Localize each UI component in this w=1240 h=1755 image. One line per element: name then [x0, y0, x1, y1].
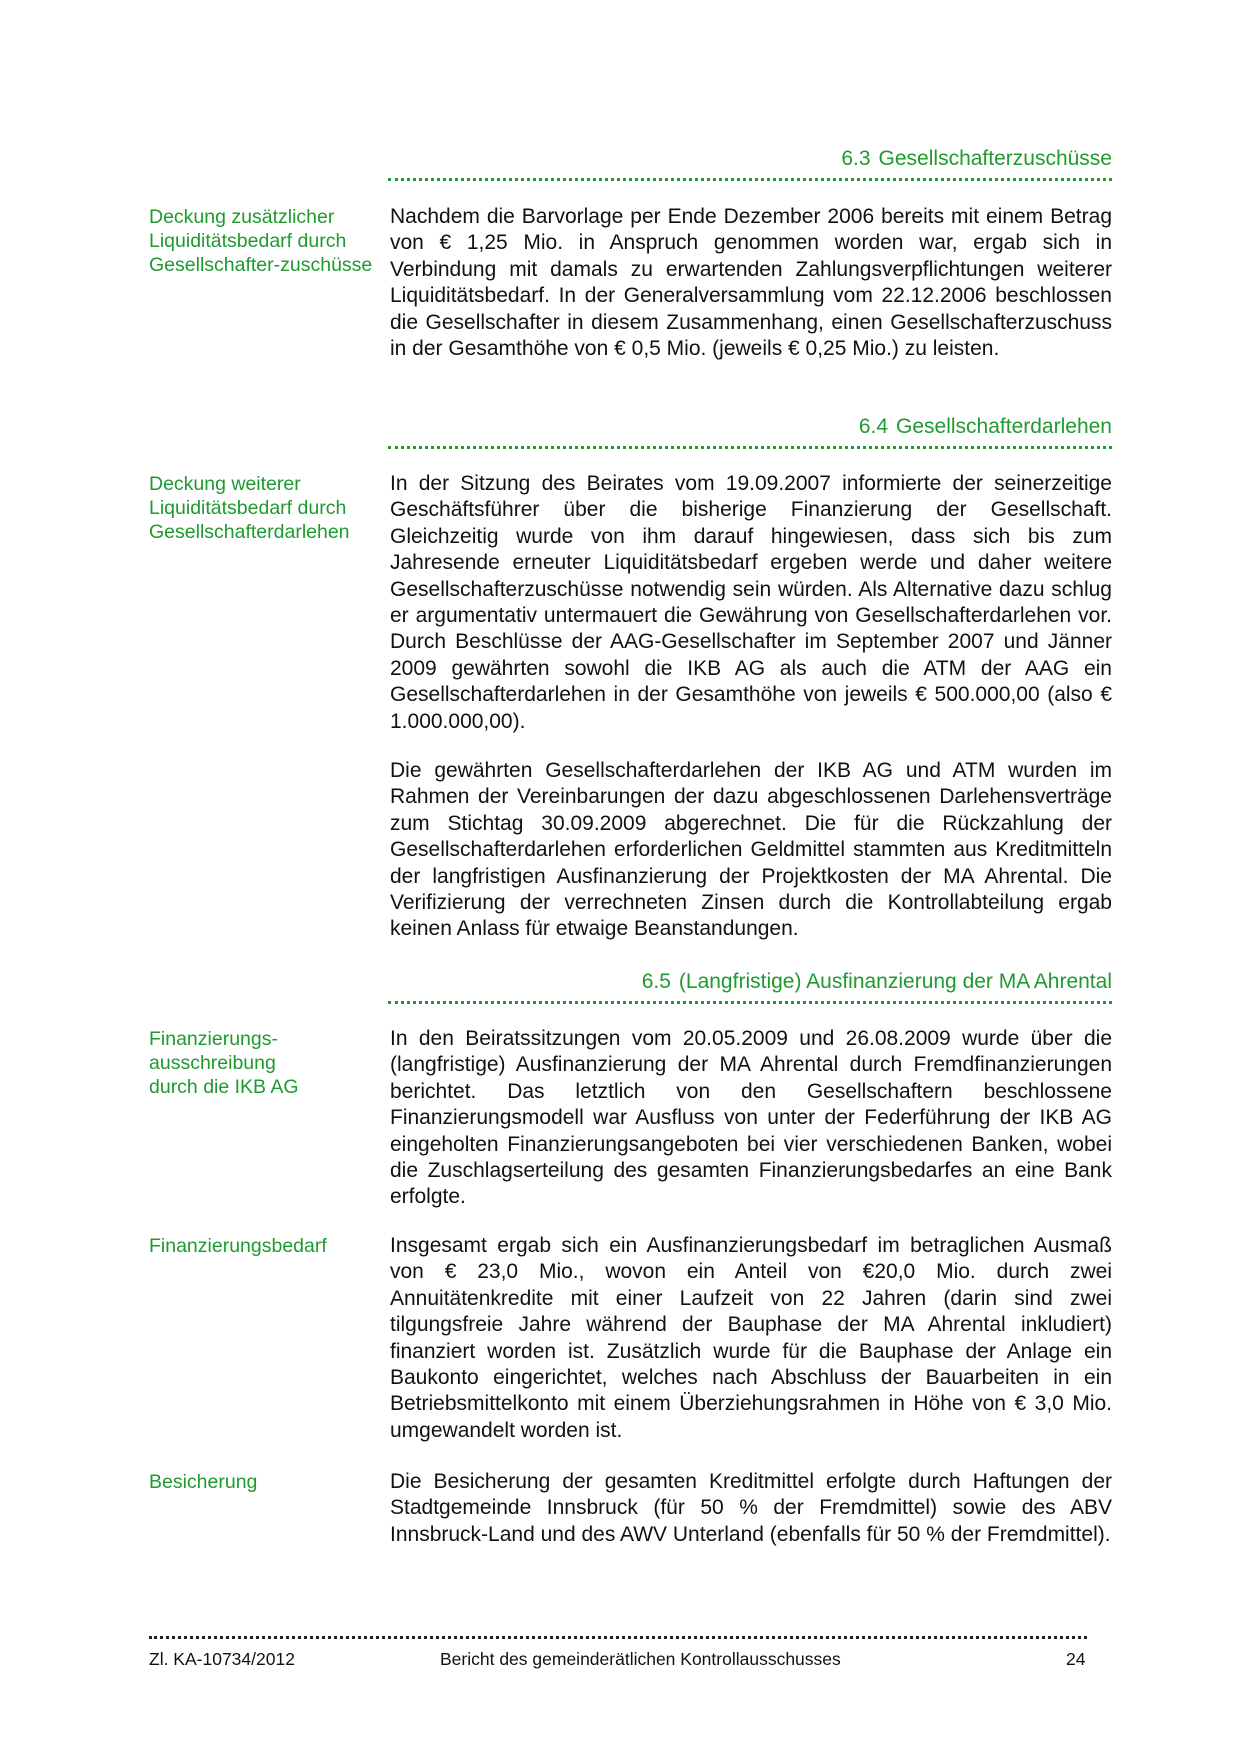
paragraph-gesellschafterdarlehen-2: Die gewährten Gesellschafterdarlehen der IKB AG und ATM wurden im Rahmen der Vereinbarungen der dazu abgeschlossenen Darlehensverträge zum Stichtag 30.09.2009 abgerechnet. Die für die Rückzahlung der Gesellschafterdarlehen erforderlichen Geldmittel stammten aus Kreditmitteln der langfristigen Ausfinanzierung der Projektkosten der MA Ahrental. Die Verifizierung der verrechneten Zinsen durch die Kontrollabteilung ergab keinen Anlass für etwaige Beanstandungen. [390, 759, 1112, 941]
paragraph-finanzierungsbedarf: Insgesamt ergab sich ein Ausfinanzierungsbedarf im betraglichen Ausmaß von € 23,0 Mio., wovon ein Anteil von €20,0 Mio. durch zwei Annuitätenkredite mit einer Laufzeit von 22 Jahren (darin sind zwei tilgungsfreie Jahre während der Bauphase der MA Ahrental inkludiert) finanziert worden ist. Zusätzlich wurde für die Bauphase der Anlage ein Baukonto eingerichtet, welches nach Abschluss der Bauarbeiten in ein Betriebsmittelkonto mit einem Überziehungsrahmen in Höhe von € 3,0 Mio. umgewandelt worden ist. [390, 1234, 1112, 1442]
paragraph-finanzierungsausschreibung: In den Beiratssitzungen vom 20.05.2009 und 26.08.2009 wurde über die (langfristige) Ausfinanzierung der MA Ahrental durch Fremdfinanzierungen berichtet. Das letztlich von den Gesellschaftern beschlossene Finanzierungsmodell war Ausfluss von unter der Federführung der IKB AG eingeholten Finanzierungsangeboten bei vier verschiedenen Banken, wobei die Zuschlagserteilung des gesamten Finanzierungsbedarfes an eine Bank erfolgte. [390, 1027, 1112, 1209]
section-heading-6-5 [388, 969, 1112, 1004]
footer-divider [149, 1636, 1087, 1639]
footer-title: Bericht des gemeinderätlichen Kontrollausschusses [440, 1649, 841, 1669]
paragraph-gesellschafterdarlehen-1: In der Sitzung des Beirates vom 19.09.2007 informierte der seinerzeitige Geschäftsführer über die bisherige Finanzierung der Gesellschaft. Gleichzeitig wurde von ihm darauf hingewiesen, dass sich bis zum Jahresende erneuter Liquiditätsbedarf ergeben werde und daher weitere Gesellschafterzuschüsse notwendig sein würden. Als Alternative dazu schlug er argumentativ untermauert die Gewährung von Gesellschafterdarlehen vor. Durch Beschlüsse der AAG-Gesellschafter im September 2007 und Jänner 2009 gewährten sowohl die IKB AG als auch die ATM der AAG ein Gesellschafterdarlehen in der Gesamthöhe von jeweils € 500.000,00 (also € 1.000.000,00). [390, 472, 1112, 733]
section-title: (Langfristige) Ausfinanzierung der MA Ahrental [678, 970, 1112, 993]
margin-note-finanzierungsbedarf: Finanzierungsbedarf [149, 1235, 327, 1257]
section-number: 6.4 [858, 415, 889, 438]
margin-note-finanzierungsausschreibung: Finanzierungs-ausschreibung durch die IKB AG [149, 1028, 299, 1098]
section-heading-6-4 [388, 414, 1112, 449]
section-number: 6.3 [841, 147, 871, 170]
paragraph-gesellschafterzuschuesse: Nachdem die Barvorlage per Ende Dezember 2006 bereits mit einem Betrag von € 1,25 Mio. in Anspruch genommen worden war, ergab sich in Verbindung mit damals zu erwartenden Zahlungsverpflichtungen weiterer Liquiditätsbedarf. In der Generalversammlung vom 22.12.2006 beschlossen die Gesellschafter in diesem Zusammenhang, einen Gesellschafterzuschuss in der Gesamthöhe von € 0,5 Mio. (jeweils € 0,25 Mio.) zu leisten. [390, 205, 1112, 361]
section-heading-6-3 [388, 146, 1112, 181]
paragraph-besicherung: Die Besicherung der gesamten Kreditmittel erfolgte durch Haftungen der Stadtgemeinde Innsbruck (für 50 % der Fremdmittel) sowie des ABV Innsbruck-Land und des AWV Unterland (ebenfalls für 50 % der Fremdmittel). [390, 1470, 1112, 1546]
margin-note-gesellschafterzuschuesse: Deckung zusätzlicher Liquiditätsbedarf durch Gesellschafter-zuschüsse [149, 206, 373, 276]
margin-note-besicherung: Besicherung [149, 1471, 258, 1493]
page-number: 24 [1066, 1649, 1086, 1669]
section-title: Gesellschafterdarlehen [896, 415, 1112, 438]
margin-note-gesellschafterdarlehen: Deckung weiterer Liquiditätsbedarf durch Gesellschafterdarlehen [149, 473, 350, 543]
section-title: Gesellschafterzuschüsse [878, 147, 1112, 170]
section-number: 6.5 [641, 970, 671, 993]
footer-reference: Zl. KA-10734/2012 [149, 1649, 295, 1669]
